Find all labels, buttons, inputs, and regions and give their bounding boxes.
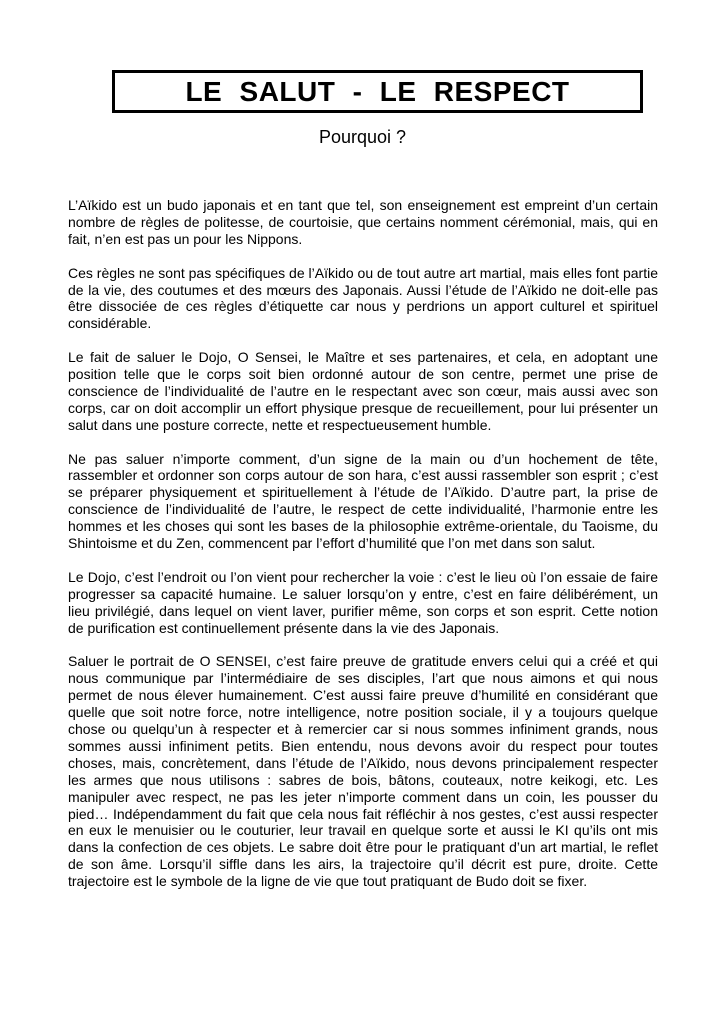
paragraph-regles: Ces règles ne sont pas spécifiques de l’Aïkido ou de tout autre art martial, mais elles font partie de la vie, des coutumes et des mœurs des Japonais. Aussi l’étude de l’Aïkido ne doit-elle pas être dissociée de ces règles d’étiquette car nous y perdrions un apport culturel et spirituel considérable. bbox=[68, 264, 658, 332]
document-title: LE SALUT - LE RESPECT bbox=[185, 75, 570, 107]
paragraph-saluer-portrait: Saluer le portrait de O SENSEI, c’est faire preuve de gratitude envers celui qui a créé et qui nous communique par l’intermédiaire de ses disciples, l’art que nous aimons et qui nous permet de nous élever humainement. C’est aussi faire preuve d’humilité en considérant que quelle que soit notre force, notre intelligence, notre position sociale, il y a toujours quelque chose ou quelqu’un à respecter et à remercier car si nous sommes infiniment grands, nous sommes aussi infiniment petits. Bien entendu, nous devons avoir du respect pour toutes choses, mais, concrètement, dans l’étude de l’Aïkido, nous devons principalement respecter les armes que nous utilisons : sabres de bois, bâtons, couteaux, notre keikogi, etc. Les manipuler avec respect, ne pas les jeter n’importe comment dans un coin, les pousser du pied… Indépendamment du fait que cela nous fait réfléchir à nos gestes, c’est aussi respecter en eux le menuisier ou le couturier, leur travail en quelque sorte et aussi le KI qu’ils ont mis dans la confection de ces objets. Le sabre doit être pour le pratiquant d’un art martial, le reflet de son âme. Lorsqu’il siffle dans les airs, la trajectoire qu’il décrit est pure, droite. Cette trajectoire est le symbole de la ligne de vie que tout pratiquant de Budo doit se fixer. bbox=[68, 653, 658, 890]
title-box bbox=[112, 70, 643, 113]
paragraph-ne-pas-saluer: Ne pas saluer n’importe comment, d’un signe de la main ou d’un hochement de tête, rassembler et ordonner son corps autour de son hara, c’est aussi rassembler son esprit ; c’est se préparer physiquement et spirituellement à l’étude de l’Aïkido. D’autre part, la prise de conscience de l’individualité de l’autre, le respect de cette individualité, l’harmonie entre les hommes et les choses qui sont les bases de la philosophie extrême-orientale, du Taoisme, du Shintoisme et du Zen, commencent par l’effort d’humilité que l’on met dans son salut. bbox=[68, 450, 658, 552]
paragraph-intro: L’Aïkido est un budo japonais et en tant que tel, son enseignement est empreint d’un certain nombre de règles de politesse, de courtoisie, que certains nomment cérémonial, mais, qui en fait, n’en est pas un pour les Nippons. bbox=[68, 197, 658, 247]
paragraph-le-dojo: Le Dojo, c’est l’endroit ou l’on vient pour rechercher la voie : c’est le lieu où l’on essaie de faire progresser sa capacité humaine. Le saluer lorsqu’on y entre, c’est en faire délibérément, un lieu privilégié, dans lequel on vient laver, purifier même, son corps et son esprit. Cette notion de purification est continuellement présente dans la vie des Japonais. bbox=[68, 568, 658, 636]
document-subtitle: Pourquoi ? bbox=[318, 127, 407, 147]
paragraph-saluer-dojo: Le fait de saluer le Dojo, O Sensei, le Maître et ses partenaires, et cela, en adoptant une position telle que le corps soit bien ordonné autour de son centre, permet une prise de conscience de l’individualité de l’autre en le respectant avec son cœur, mais aussi avec son corps, car on doit accomplir un effort physique presque de recueillement, pour lui présenter un salut dans une posture correcte, nette et respectueusement humble. bbox=[68, 349, 658, 433]
document-body bbox=[68, 197, 658, 907]
